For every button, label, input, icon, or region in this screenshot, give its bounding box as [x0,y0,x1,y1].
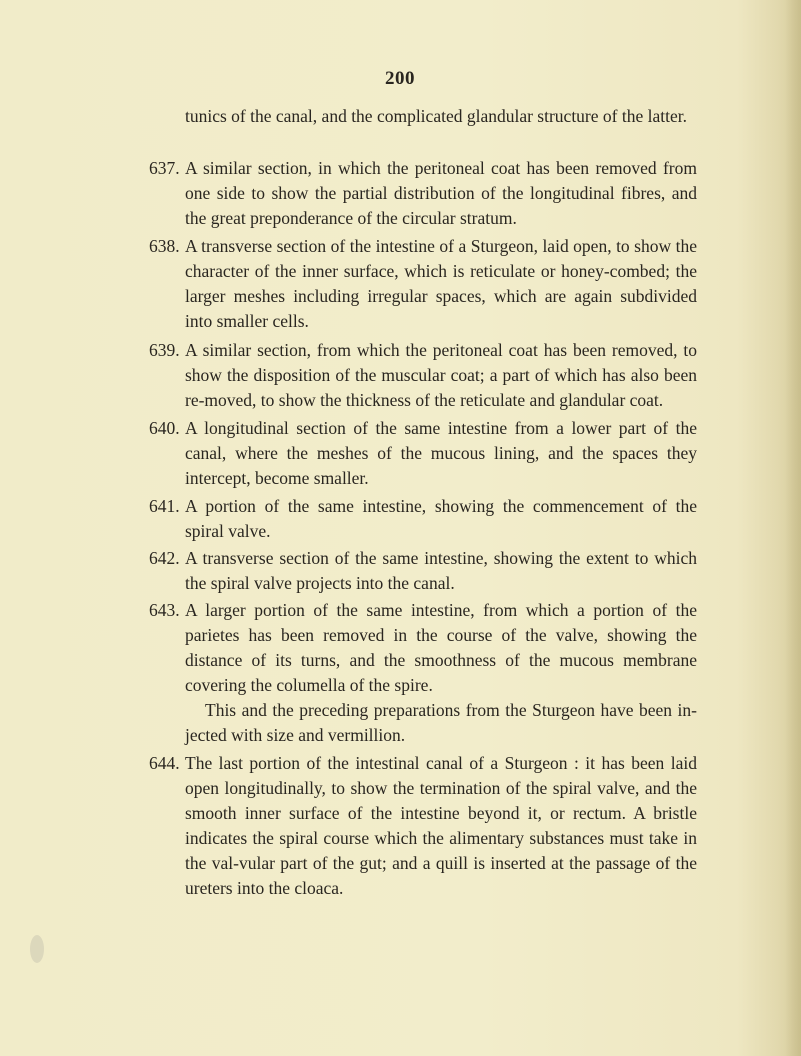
catalogue-entry-639 [149,338,697,413]
page-edge-shadow [785,0,801,1056]
entry-number: 644. [149,753,180,773]
entry-number: 640. [149,418,180,438]
entry-number: 641. [149,496,180,516]
paper-stain [30,935,44,963]
entry-text: A similar section, in which the peritoneal coat has been removed from one side to show the partial distribution of the longitudinal fibres, and the great preponderance of the circular stratum. [185,158,697,228]
catalogue-entry-642 [149,546,697,596]
paragraph-text: tunics of the canal, and the complicated glandular structure of the latter. [185,106,687,126]
page-number: 200 [385,68,415,89]
catalogue-entry-644 [149,751,697,901]
entry-number: 643. [149,600,180,620]
entry-number: 638. [149,236,180,256]
entry-text: A transverse section of the intestine of a Sturgeon, laid open, to show the character of the inner surface, which is reticulate or honey-combed; the larger meshes including irregular spaces, which are again subdivided into smaller cells. [185,236,697,331]
catalogue-entry-638 [149,234,697,334]
entry-number: 642. [149,548,180,568]
note-text: This and the preceding preparations from the Sturgeon have been in-jected with size and vermillion. [185,700,697,745]
catalogue-entry-641 [149,494,697,544]
catalogue-entry-640 [149,416,697,491]
entry-number: 639. [149,340,180,360]
continued-paragraph [185,104,697,129]
entry-text: A longitudinal section of the same intestine from a lower part of the canal, where the meshes of the mucous lining, and the spaces they intercept, become smaller. [185,418,697,488]
entry-number: 637. [149,158,180,178]
entry-text: A larger portion of the same intestine, from which a portion of the parietes has been removed in the course of the valve, showing the distance of its turns, and the smoothness of the mucous membrane covering the columella of the spire. [185,600,697,695]
entry-text: A transverse section of the same intestine, showing the extent to which the spiral valve projects into the canal. [185,548,697,593]
entry-text: The last portion of the intestinal canal of a Sturgeon : it has been laid open longitudinally, to show the termination of the spiral valve, and the smooth inner surface of the intestine beyond it, or rectum. A bristle indicates the spiral course which the alimentary substances must take in the val-vular part of the gut; and a quill is inserted at the passage of the ureters into the cloaca. [185,753,697,898]
entry-text: A portion of the same intestine, showing the commencement of the spiral valve. [185,496,697,541]
injection-note [185,698,697,748]
catalogue-entry-643 [149,598,697,698]
entry-text: A similar section, from which the peritoneal coat has been removed, to show the disposition of the muscular coat; a part of which has also been re-moved, to show the thickness of the reticulate and glandular coat. [185,340,697,410]
catalogue-entry-637 [149,156,697,231]
